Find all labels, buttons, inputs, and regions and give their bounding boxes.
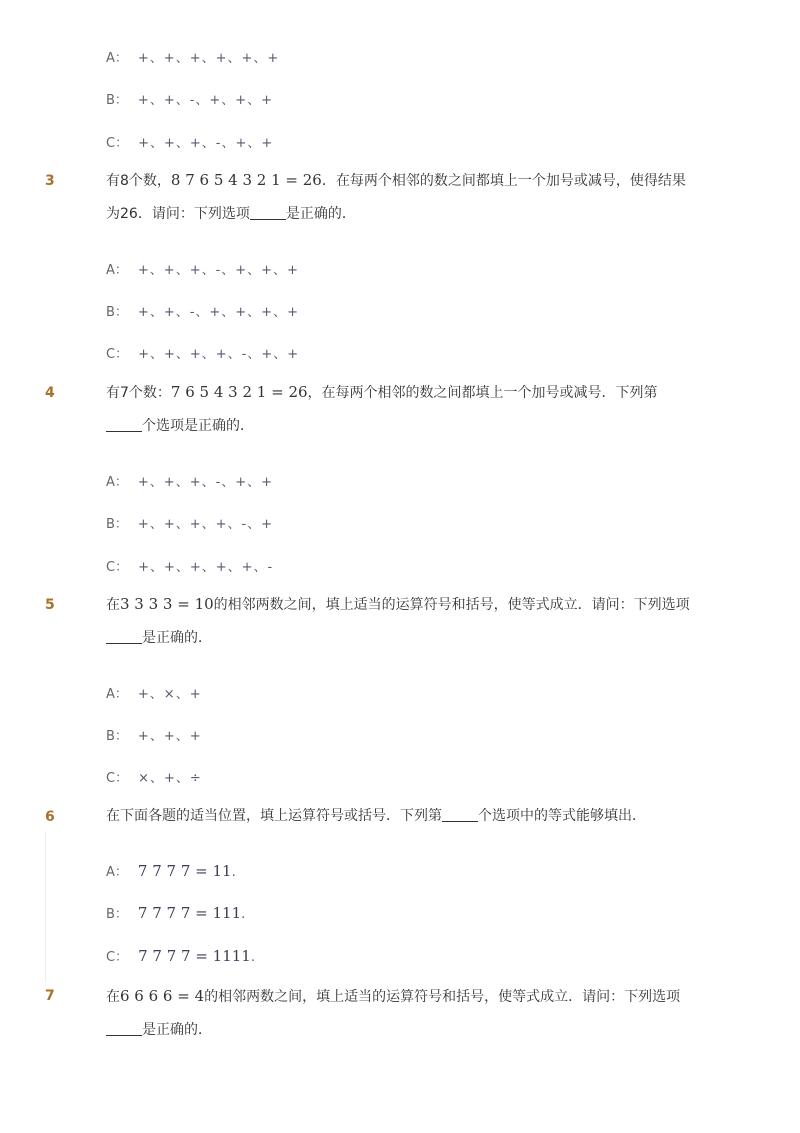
question-text (106, 980, 718, 1047)
question-text-part: ．在每两个相邻的数之间都填上一个加号或减号，使得结果 (321, 173, 686, 189)
question-text (106, 376, 718, 443)
option-c[interactable] (106, 767, 202, 786)
option-label: C： (106, 347, 129, 362)
option-label: A： (106, 263, 128, 278)
option-b[interactable] (106, 89, 273, 108)
math-expression: 7 7 7 7 = 1111 (138, 947, 251, 965)
question-text-part: 为26．请问：下列选项 (106, 206, 250, 222)
math-expression: 6 6 6 6 = 4 (120, 987, 205, 1005)
option-b[interactable] (106, 903, 245, 922)
question-text-part: 是正确的． (285, 206, 356, 222)
option-label: A： (106, 51, 128, 66)
answer-blank (106, 1021, 142, 1036)
question-number: 6 (45, 809, 55, 825)
option-label: A： (106, 865, 128, 880)
question-text-part: 是正确的． (142, 1022, 212, 1038)
option-c[interactable] (106, 132, 273, 151)
option-c[interactable] (106, 343, 299, 362)
option-value: +、×、+ (137, 687, 202, 702)
question-text-part: 有8个数， (106, 173, 171, 189)
option-c[interactable] (106, 946, 255, 965)
question-text-part: 是正确的． (142, 630, 212, 646)
option-value: +、+、+ (137, 729, 202, 744)
question-text (106, 164, 718, 231)
option-suffix: . (231, 865, 236, 880)
option-label: C： (106, 771, 129, 786)
answer-blank (442, 807, 478, 822)
option-b[interactable] (106, 513, 273, 532)
option-label: B： (106, 305, 128, 320)
question-text-part: 有7个数： (106, 385, 171, 401)
math-expression: 7 7 7 7 = 111 (137, 904, 242, 922)
question-text-part: 的相邻两数之间，填上适当的运算符号和括号，使等式成立．请问：下列选项 (204, 989, 681, 1005)
option-a[interactable] (106, 683, 202, 702)
option-b[interactable] (106, 301, 299, 320)
question-number: 5 (45, 597, 55, 613)
option-value: +、+、+、+、-、+ (137, 517, 274, 532)
option-value: +、+、+、-、+、+ (138, 136, 274, 151)
divider (45, 832, 46, 982)
option-label: B： (106, 517, 128, 532)
option-a[interactable] (106, 471, 273, 490)
option-label: B： (106, 729, 128, 744)
option-suffix: . (241, 907, 246, 922)
math-expression: 7 6 5 4 3 2 1 = 26 (170, 383, 308, 401)
option-label: C： (106, 136, 129, 151)
question-number: 4 (45, 385, 55, 401)
option-a[interactable] (106, 861, 236, 880)
option-value: +、+、+、+、+、+ (137, 51, 280, 66)
option-a[interactable] (106, 259, 299, 278)
question-text (106, 588, 718, 655)
question-text-part: 个选项中的等式能够填出． (478, 808, 646, 824)
question-number: 3 (45, 173, 55, 189)
option-value: ×、+、÷ (138, 771, 202, 786)
option-label: B： (106, 93, 128, 108)
option-value: +、+、+、-、+、+ (137, 475, 274, 490)
question-text (106, 800, 718, 833)
answer-blank (106, 417, 142, 432)
answer-blank (250, 205, 286, 220)
math-expression: 3 3 3 3 = 10 (120, 595, 214, 613)
answer-blank (106, 629, 142, 644)
option-suffix: . (250, 950, 255, 965)
option-label: B： (106, 907, 128, 922)
option-label: C： (106, 950, 129, 965)
option-value: +、+、+、+、+、- (138, 560, 274, 575)
question-text-part: 在 (106, 989, 120, 1005)
math-expression: 8 7 6 5 4 3 2 1 = 26 (170, 171, 322, 189)
option-value: +、+、-、+、+、+ (137, 93, 274, 108)
option-value: +、+、-、+、+、+、+ (137, 305, 299, 320)
option-value: +、+、+、-、+、+、+ (137, 263, 299, 278)
option-label: A： (106, 687, 128, 702)
question-text-part: 在下面各题的适当位置，填上运算符号或括号．下列第 (106, 808, 442, 824)
question-text-part: 在 (106, 597, 120, 613)
question-text-part: 个选项是正确的． (142, 418, 254, 434)
question-text-part: 的相邻两数之间，填上适当的运算符号和括号，使等式成立．请问：下列选项 (213, 597, 690, 613)
option-value: +、+、+、+、-、+、+ (138, 347, 300, 362)
option-c[interactable] (106, 556, 273, 575)
question-text-part: ，在每两个相邻的数之间都填上一个加号或减号．下列第 (307, 385, 658, 401)
question-number: 7 (45, 988, 55, 1004)
option-a[interactable] (106, 47, 279, 66)
option-label: C： (106, 560, 129, 575)
option-b[interactable] (106, 725, 202, 744)
option-label: A： (106, 475, 128, 490)
math-expression: 7 7 7 7 = 11 (137, 862, 232, 880)
